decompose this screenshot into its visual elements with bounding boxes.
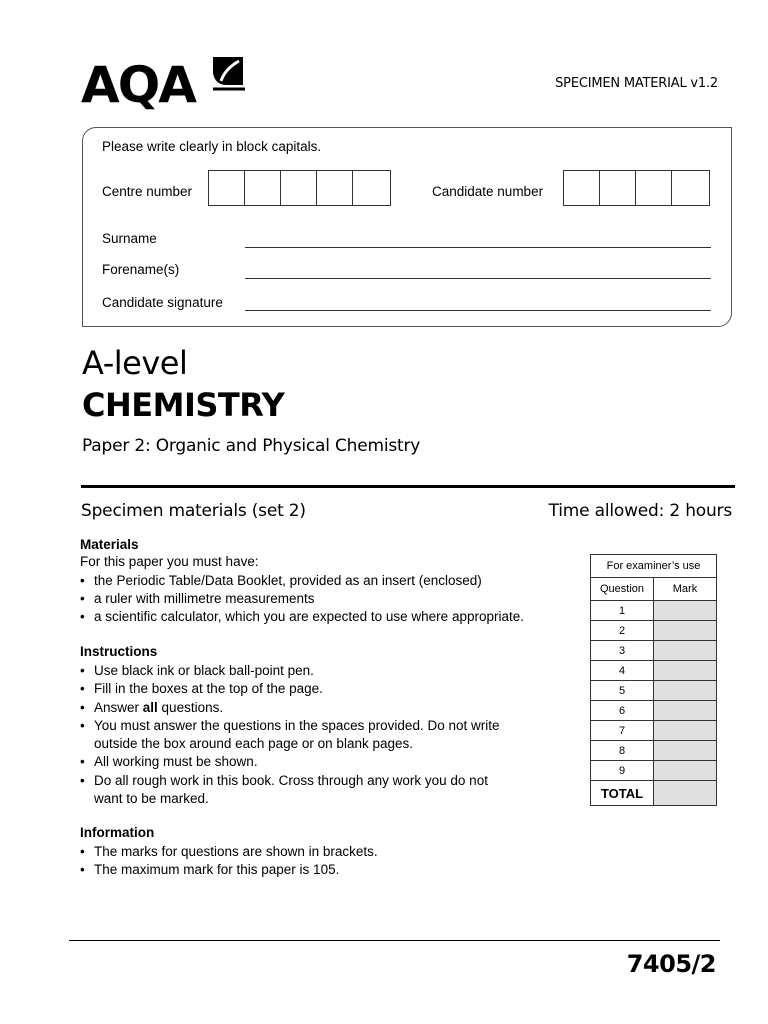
question-number: 4 bbox=[591, 661, 654, 681]
surname-label: Surname bbox=[102, 231, 157, 246]
list-item: • The marks for questions are shown in brackets. bbox=[80, 843, 570, 861]
list-item: • Fill in the boxes at the top of the page. bbox=[80, 680, 570, 698]
table-row bbox=[591, 661, 717, 681]
title-divider bbox=[81, 485, 735, 488]
list-item: • The maximum mark for this paper is 105. bbox=[80, 861, 570, 879]
examiner-table-title: For examiner’s use bbox=[591, 555, 717, 578]
answer-spaces-line1: You must answer the questions in the spaces provided. Do not write bbox=[94, 717, 500, 733]
centre-number-cell[interactable] bbox=[317, 171, 353, 205]
answer-all-emphasis: all bbox=[142, 699, 158, 715]
list-item: • a scientific calculator, which you are expected to use where appropriate. bbox=[80, 608, 570, 626]
table-row bbox=[591, 741, 717, 761]
mark-column-header: Mark bbox=[654, 578, 717, 601]
table-row bbox=[591, 721, 717, 741]
list-item: • the Periodic Table/Data Booklet, provided as an insert (enclosed) bbox=[80, 572, 570, 590]
instructions-section bbox=[80, 644, 570, 808]
total-label: TOTAL bbox=[591, 781, 654, 806]
centre-number-boxes[interactable] bbox=[208, 170, 391, 206]
mark-cell bbox=[654, 681, 717, 701]
paper-title: Paper 2: Organic and Physical Chemistry bbox=[82, 436, 421, 456]
instructions-heading: Instructions bbox=[80, 644, 158, 659]
forename-line[interactable] bbox=[245, 278, 711, 279]
list-item: • a ruler with millimetre measurements bbox=[80, 590, 570, 608]
answer-suffix: questions. bbox=[157, 699, 224, 715]
specimen-label: SPECIMEN MATERIAL v1.2 bbox=[555, 76, 718, 91]
paper-code: 7405/2 bbox=[626, 950, 716, 978]
signature-label: Candidate signature bbox=[102, 295, 223, 310]
list-item bbox=[80, 699, 570, 717]
surname-line[interactable] bbox=[245, 247, 711, 248]
question-column-header: Question bbox=[591, 578, 654, 601]
candidate-number-cell[interactable] bbox=[600, 171, 636, 205]
question-number: 6 bbox=[591, 701, 654, 721]
aqa-logo-text: AQA bbox=[81, 56, 195, 114]
candidate-number-cell[interactable] bbox=[636, 171, 672, 205]
mark-cell bbox=[654, 621, 717, 641]
table-row bbox=[591, 781, 717, 806]
list-item bbox=[80, 772, 570, 809]
answer-spaces-line2: outside the box around each page or on blank pages. bbox=[94, 736, 413, 752]
time-allowed: Time allowed: 2 hours bbox=[548, 501, 732, 521]
answer-prefix: Answer bbox=[94, 699, 143, 715]
centre-number-cell[interactable] bbox=[353, 171, 389, 205]
list-item: • All working must be shown. bbox=[80, 753, 570, 771]
examiner-use-table bbox=[590, 554, 717, 806]
qualification-level: A-level bbox=[82, 344, 188, 382]
question-number: 9 bbox=[591, 761, 654, 781]
mark-cell bbox=[654, 701, 717, 721]
candidate-number-cell[interactable] bbox=[672, 171, 708, 205]
question-number: 5 bbox=[591, 681, 654, 701]
candidate-number-label: Candidate number bbox=[432, 184, 544, 199]
subject-title: CHEMISTRY bbox=[82, 386, 285, 424]
forename-label: Forename(s) bbox=[102, 262, 180, 277]
question-number: 2 bbox=[591, 621, 654, 641]
question-number: 8 bbox=[591, 741, 654, 761]
mark-cell bbox=[654, 601, 717, 621]
information-heading: Information bbox=[80, 825, 155, 840]
mark-cell bbox=[654, 761, 717, 781]
aqa-leaf-logo-icon bbox=[209, 55, 247, 91]
rough-work-line1: Do all rough work in this book. Cross through any work you do not bbox=[94, 772, 488, 788]
list-item bbox=[80, 717, 570, 754]
table-row bbox=[591, 641, 717, 661]
question-number: 1 bbox=[591, 601, 654, 621]
centre-number-label: Centre number bbox=[102, 184, 193, 199]
materials-heading: Materials bbox=[80, 537, 139, 552]
mark-cell bbox=[654, 721, 717, 741]
signature-line[interactable] bbox=[245, 310, 711, 311]
question-number: 7 bbox=[591, 721, 654, 741]
block-capitals-instruction: Please write clearly in block capitals. bbox=[102, 139, 322, 154]
list-item: • Use black ink or black ball-point pen. bbox=[80, 662, 570, 680]
total-mark-cell bbox=[654, 781, 717, 806]
information-section bbox=[80, 825, 570, 880]
table-row bbox=[591, 601, 717, 621]
centre-number-cell[interactable] bbox=[281, 171, 317, 205]
candidate-number-cell[interactable] bbox=[564, 171, 600, 205]
specimen-set: Specimen materials (set 2) bbox=[81, 501, 306, 521]
candidate-number-boxes[interactable] bbox=[563, 170, 710, 206]
materials-intro: For this paper you must have: bbox=[80, 554, 259, 569]
question-number: 3 bbox=[591, 641, 654, 661]
centre-number-cell[interactable] bbox=[245, 171, 281, 205]
mark-cell bbox=[654, 641, 717, 661]
mark-cell bbox=[654, 661, 717, 681]
table-row bbox=[591, 701, 717, 721]
footer-divider bbox=[69, 940, 720, 941]
table-row bbox=[591, 621, 717, 641]
table-row bbox=[591, 681, 717, 701]
table-row bbox=[591, 761, 717, 781]
centre-number-cell[interactable] bbox=[209, 171, 245, 205]
rough-work-line2: want to be marked. bbox=[94, 791, 209, 807]
mark-cell bbox=[654, 741, 717, 761]
materials-section bbox=[80, 537, 570, 626]
